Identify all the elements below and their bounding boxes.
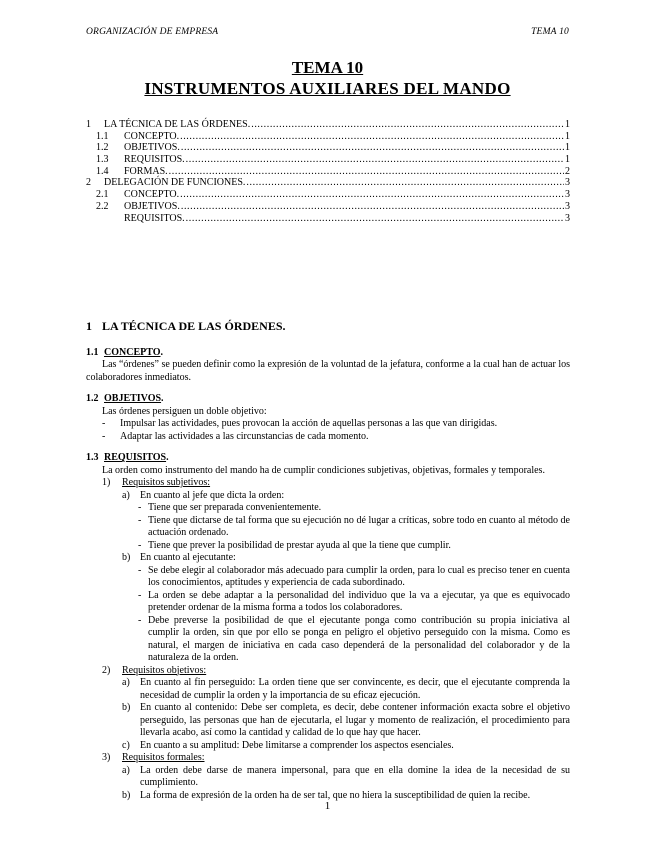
toc-label: OBJETIVOS. <box>124 142 180 154</box>
paragraph: La orden como instrumento del mando ha de cumplir condiciones subjetivas, objetivas, formales y temporales. <box>102 464 545 476</box>
toc-entry[interactable] <box>86 131 570 143</box>
toc-page: 1 <box>565 130 570 142</box>
toc-number: 1.2 <box>96 142 109 154</box>
toc-leader <box>181 201 564 213</box>
toc-label: CONCEPTO. <box>124 130 180 142</box>
toc-page: 1 <box>565 154 570 166</box>
list-item: a) En cuanto al fin perseguido: La orden tiene que ser convincente, es decir, que el ejecutante comprenda la necesidad de cumplir la orden y la importancia de su eficaz ejecución. <box>122 677 570 701</box>
subsection-heading: 1.3 REQUISITOS. <box>86 452 169 463</box>
toc-page: 1 <box>565 119 570 130</box>
list-item: - Tiene que dictarse de tal forma que su ejecución no dé lugar a críticas, sobre todo en cuanto al método de actuación ordenado. <box>138 514 570 538</box>
section-heading <box>86 320 570 333</box>
table-of-contents <box>86 119 570 224</box>
toc-number: 1.4 <box>96 165 109 177</box>
toc-number: 1 <box>86 119 91 130</box>
toc-leader <box>180 189 564 201</box>
toc-label: REQUISITOS. <box>124 154 185 166</box>
toc-leader <box>251 119 564 131</box>
toc-page: 2 <box>565 165 570 177</box>
list-item: - Impulsar las actividades, pues provocan la acción de aquellas personas a las que van dirigidas. <box>102 418 498 429</box>
list-item: 1) Requisitos subjetivos: <box>102 477 211 488</box>
list-item: a) La orden debe darse de manera impersonal, para que en ella domine la idea de la necesidad de su cumplimiento. <box>122 764 570 788</box>
running-header-left: ORGANIZACIÓN DE EMPRESA <box>86 27 219 37</box>
page-number: 1 <box>324 800 331 812</box>
section-number: 1 <box>86 319 92 333</box>
list-item: - Debe preverse la posibilidad de que el ejecutante ponga como contribución su propia iniciativa al cumplir la orden, sin que por ello se ponga en peligro el objetivo perseguido con la misma. Como es natural, el margen de iniciativa en cada caso dependerá de la personalidad del colaborador y de la naturaleza de la orden. <box>138 614 570 663</box>
toc-label: CONCEPTO. <box>124 189 180 201</box>
list-item: 2) Requisitos objetivos: <box>102 664 207 676</box>
toc-page: 3 <box>565 177 570 189</box>
toc-page: 3 <box>565 200 570 212</box>
subsection-title: OBJETIVOS <box>104 393 162 404</box>
toc-number: 2.2 <box>96 200 109 212</box>
toc-entry[interactable] <box>86 177 570 189</box>
list-item: - Tiene que prever la posibilidad de prestar ayuda al que la tiene que cumplir. <box>138 539 451 551</box>
document-title: TEMA 10 <box>291 58 364 77</box>
toc-label: FORMAS. <box>124 165 168 177</box>
toc-label: DELEGACIÓN DE FUNCIONES. <box>104 177 246 189</box>
toc-entry[interactable] <box>86 189 570 201</box>
paragraph: Las “órdenes” se pueden definir como la expresión de la voluntad de la jefatura, conforme a la cual han de actuar los colaboradores inmediatos. <box>86 359 570 383</box>
list-item: - Se debe elegir al colaborador más adecuado para cumplir la orden, para lo cual es preciso tener en cuenta los conocimientos, aptitudes y experiencia de cada subordinado. <box>138 564 570 588</box>
toc-leader <box>186 154 564 166</box>
toc-leader <box>246 177 564 189</box>
toc-entry[interactable] <box>86 213 570 225</box>
toc-leader <box>180 131 564 143</box>
toc-number: 1.3 <box>96 154 109 166</box>
list-item: a) En cuanto al jefe que dicta la orden: <box>122 489 285 501</box>
list-item: b) En cuanto al ejecutante: <box>122 552 236 563</box>
subsection-number: 1.1 <box>86 346 99 358</box>
paragraph: Las órdenes persiguen un doble objetivo: <box>102 405 267 417</box>
toc-label: LA TÉCNICA DE LAS ÓRDENES. <box>104 119 251 130</box>
toc-entry[interactable] <box>86 154 570 166</box>
toc-entry[interactable] <box>86 201 570 213</box>
list-item: b) La forma de expresión de la orden ha de ser tal, que no hiera la susceptibilidad de quien la recibe. <box>122 789 531 801</box>
list-item: - Adaptar las actividades a las circunstancias de cada momento. <box>102 430 369 442</box>
main-content <box>86 320 570 802</box>
list-item: b) En cuanto al contenido: Debe ser completa, es decir, debe contener información exacta sobre el objetivo perseguido, las personas que han de ejecutarla, el lugar y momento de realización, el procedimiento para llevarla acabo, así como la cantidad y calidad de lo que hay que hacer. <box>122 702 570 738</box>
document-subtitle: INSTRUMENTOS AUXILIARES DEL MANDO <box>144 79 511 98</box>
toc-leader <box>169 166 564 178</box>
toc-number: 2 <box>86 177 91 189</box>
list-item: - La orden se debe adaptar a la personalidad del individuo que la va a ejecutar, ya que es equivocado pretender ordenar de la misma forma a todos los colaboradores. <box>138 589 570 613</box>
toc-label: OBJETIVOS. <box>124 200 180 212</box>
toc-label: REQUISITOS. <box>124 212 185 224</box>
toc-leader <box>186 213 564 225</box>
toc-number: 2.1 <box>96 189 109 201</box>
subsection-title: REQUISITOS <box>104 452 167 463</box>
list-item: 3) Requisitos formales: <box>102 752 205 763</box>
toc-page: 3 <box>565 189 570 201</box>
toc-page: 3 <box>565 212 570 224</box>
list-item: c) En cuanto a su amplitud: Debe limitarse a comprender los aspectos esenciales. <box>122 739 454 751</box>
toc-leader <box>181 142 564 154</box>
toc-entry[interactable] <box>86 166 570 178</box>
toc-number: 1.1 <box>96 130 109 142</box>
section-title: LA TÉCNICA DE LAS ÓRDENES. <box>102 319 286 333</box>
subsection-heading: 1.1 CONCEPTO. <box>86 346 163 358</box>
subsection-number: 1.3 <box>86 452 99 463</box>
subsection-number: 1.2 <box>86 393 99 404</box>
list-item: - Tiene que ser preparada convenientemente. <box>138 502 322 513</box>
toc-entry[interactable] <box>86 119 570 131</box>
subsection-title: CONCEPTO <box>104 346 161 358</box>
toc-entry[interactable] <box>86 142 570 154</box>
running-header-right: TEMA 10 <box>531 27 569 37</box>
subsection-heading: 1.2 OBJETIVOS. <box>86 393 164 404</box>
toc-page: 1 <box>565 142 570 154</box>
